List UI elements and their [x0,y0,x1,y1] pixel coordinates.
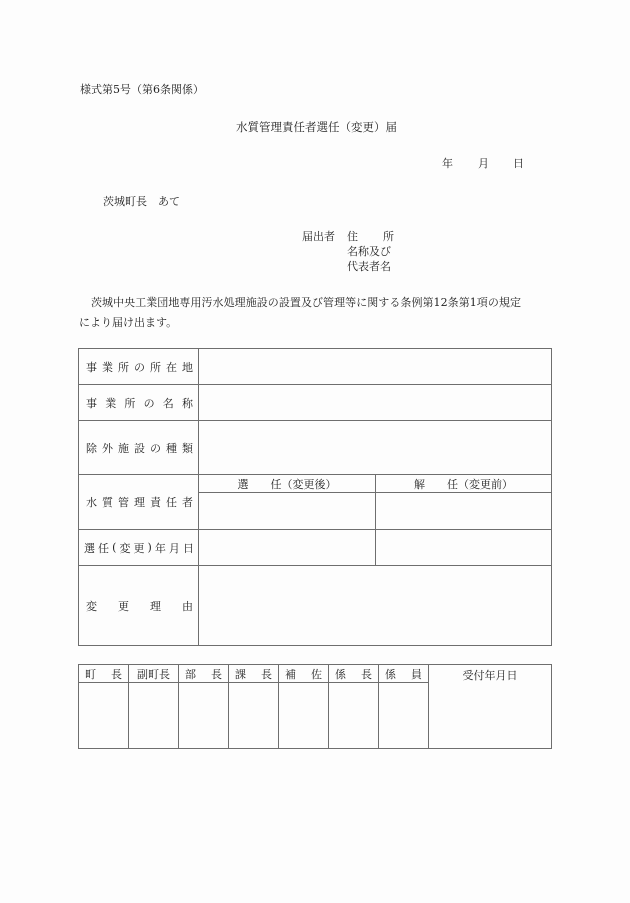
appointed-date-field[interactable] [199,530,375,565]
applicant-label: 届出者 [302,230,335,243]
header-dismissed-before-change: 解 任（変更前） [414,477,513,491]
change-reason-field[interactable] [199,566,551,645]
header-section-chief: 課 長 [235,667,272,681]
label-office-name: 事 業 所 の 名 称 [86,396,193,410]
dismissed-manager-field[interactable] [376,493,551,529]
office-name-field[interactable] [199,385,551,420]
date-day: 日 [513,157,524,170]
header-deputy-mayor: 副町長 [137,667,170,681]
applicant-name-label-2: 代表者名 [347,260,391,273]
stamp-staff[interactable] [379,683,428,748]
label-office-location: 事 業 所 の 所 在 地 [86,360,193,374]
appointed-manager-field[interactable] [199,493,375,529]
addressee: 茨城町長 あて [103,195,180,208]
stamp-mayor[interactable] [79,683,128,748]
label-change-reason: 変 更 理 由 [86,599,193,613]
receipt-date-field[interactable] [429,685,551,748]
header-appointed-after-change: 選 任（変更後） [237,477,337,491]
date-month: 月 [478,157,489,170]
header-receipt-date: 受付年月日 [462,669,518,682]
label-water-quality-manager: 水 質 管 理 責 任 者 [86,496,193,509]
label-exempt-facility-type: 除 外 施 設 の 種 類 [86,441,193,455]
exempt-facility-type-field[interactable] [199,421,551,474]
label-appointment-date: 選 任 ( 変 更 ) 年 月 日 [84,541,194,555]
body-text-line-2: により届け出ます。 [79,316,178,329]
stamp-deputy-mayor[interactable] [129,683,178,748]
stamp-unit-chief[interactable] [329,683,378,748]
stamp-assistant[interactable] [279,683,328,748]
stamp-department-head[interactable] [179,683,228,748]
header-assistant: 補 佐 [285,667,322,681]
header-mayor: 町 長 [85,667,122,681]
office-location-field[interactable] [199,349,551,384]
form-title: 水質管理責任者選任（変更）届 [236,120,397,134]
dismissed-date-field[interactable] [376,530,551,565]
body-text-line-1: 茨城中央工業団地専用汚水処理施設の設置及び管理等に関する条例第12条第1項の規定 [91,296,521,309]
header-unit-chief: 係 長 [335,667,372,681]
applicant-name-label-1: 名称及び [347,245,391,258]
form-number: 様式第5号（第6条関係） [80,83,204,96]
header-staff: 係 員 [385,667,422,681]
stamp-section-chief[interactable] [229,683,278,748]
date-year: 年 [442,157,453,170]
header-department-head: 部 長 [185,667,222,681]
